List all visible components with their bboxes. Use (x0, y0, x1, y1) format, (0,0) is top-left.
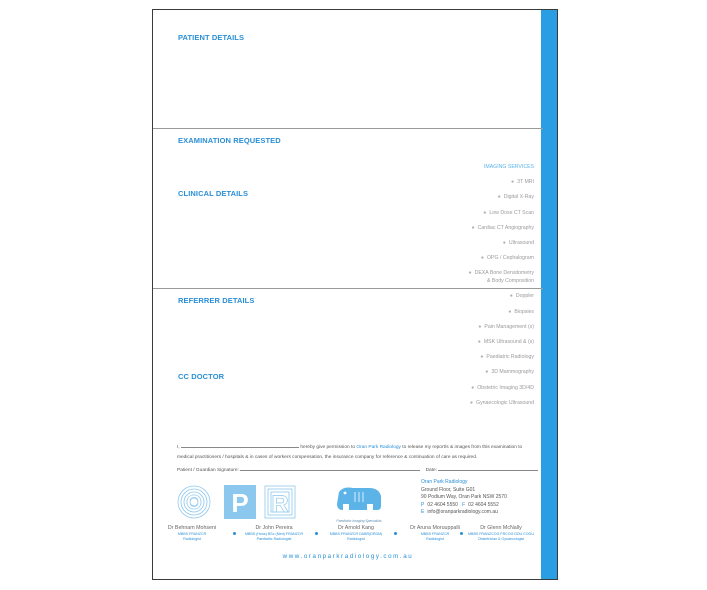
service-item: ● Digital X-Ray (497, 194, 534, 201)
doctor-card: Dr Aruna Moruuppalli MBBS FRANZCR Radiologist (410, 525, 460, 541)
practice-address: Oran Park Radiology Ground Floor, Suite G01 90 Podium Way, Oran Park NSW 2570 P 02 4604 5550 F 02 4604 5552 E info@oranparkradiology.com.au (421, 479, 507, 516)
service-item: ● Low Dose CT Scan (483, 209, 534, 216)
service-item: ● Doppler (509, 293, 534, 300)
date-field-line[interactable] (438, 465, 538, 471)
service-item: ● OPG / Cephalogram (480, 255, 534, 262)
svg-text:P: P (231, 488, 249, 518)
clinical-details-heading: CLINICAL DETAILS (178, 189, 249, 198)
referral-form (152, 9, 558, 580)
signature-field-line[interactable] (240, 465, 420, 471)
logo-letter-o (177, 484, 211, 520)
imaging-services-list (468, 160, 534, 411)
separator-dot (233, 532, 236, 535)
examination-requested-heading: EXAMINATION REQUESTED (178, 136, 281, 145)
doctor-card: Dr Behnam Mohseni MBBS FRANZCR Radiologist (167, 525, 217, 541)
service-item: ● Paediatric Radiology (480, 354, 534, 361)
service-item: ● Pain Management (s) (478, 323, 534, 330)
doctor-card: Dr Glenn McNally MBBS FRANZCOG FRCOG DDU COGU Obstetrician & Gynaecologist (468, 525, 534, 541)
consent-statement: I, hereby give permission to Oran Park Radiology to release my report/s & images from this examination to medical practitioners / hospitals & in cases of workers compensation, the insurance company for reference & continuation of care as required. Patient / Guardian Signature: Date: (177, 442, 539, 476)
service-item: ● Biopsies (508, 308, 534, 315)
service-item: ● 3T MRI (510, 179, 534, 186)
referrer-details-heading: REFERRER DETAILS (178, 296, 255, 305)
svg-text:R: R (271, 491, 289, 518)
service-item: ● Ultrasound (502, 240, 534, 247)
patient-details-heading: PATIENT DETAILS (178, 33, 245, 42)
doctor-card: Dr Arnold Kang MBBS FRANZCR DABR(DRDM) Radiologist (329, 525, 383, 541)
service-item: ● Obstetric Imaging 3D/4D (471, 384, 534, 391)
service-item: ● DEXA Bone Densitometry & Body Composition (468, 270, 534, 284)
cc-doctor-heading: CC DOCTOR (178, 372, 225, 381)
separator-dot (460, 532, 463, 535)
logo-letter-p (223, 484, 257, 520)
paediatric-logo: Paediatric Imaging Specialists (333, 484, 385, 520)
service-item: ● 3D Mammography (485, 369, 534, 376)
doctor-card: Dr John Pereira MBBS (Hons) BSc (Med) FRANZCR Paediatric Radiologist (244, 525, 304, 541)
separator-dot (315, 532, 318, 535)
separator-dot (394, 532, 397, 535)
signature-label: Patient / Guardian Signature: (177, 468, 239, 473)
hippo-icon (333, 484, 385, 514)
imaging-services-heading: IMAGING SERVICES (483, 164, 534, 170)
service-item: ● Cardiac CT Angiography (471, 224, 534, 231)
service-item: ● Gynaecologic Ultrasound (469, 399, 534, 406)
email-link[interactable]: info@oranparkradiology.com.au (427, 509, 498, 516)
service-item: ● MSK Ultrasound & (s) (477, 339, 534, 346)
date-label: Date: (425, 468, 438, 473)
practice-name: Oran Park Radiology (421, 479, 468, 485)
side-accent-bar (541, 10, 557, 579)
svg-text:O: O (186, 492, 202, 514)
name-field-line[interactable] (181, 442, 299, 448)
divider (153, 128, 543, 129)
logo-letter-r (263, 484, 297, 520)
website-link[interactable]: www.oranparkradiology.com.au (282, 553, 414, 560)
